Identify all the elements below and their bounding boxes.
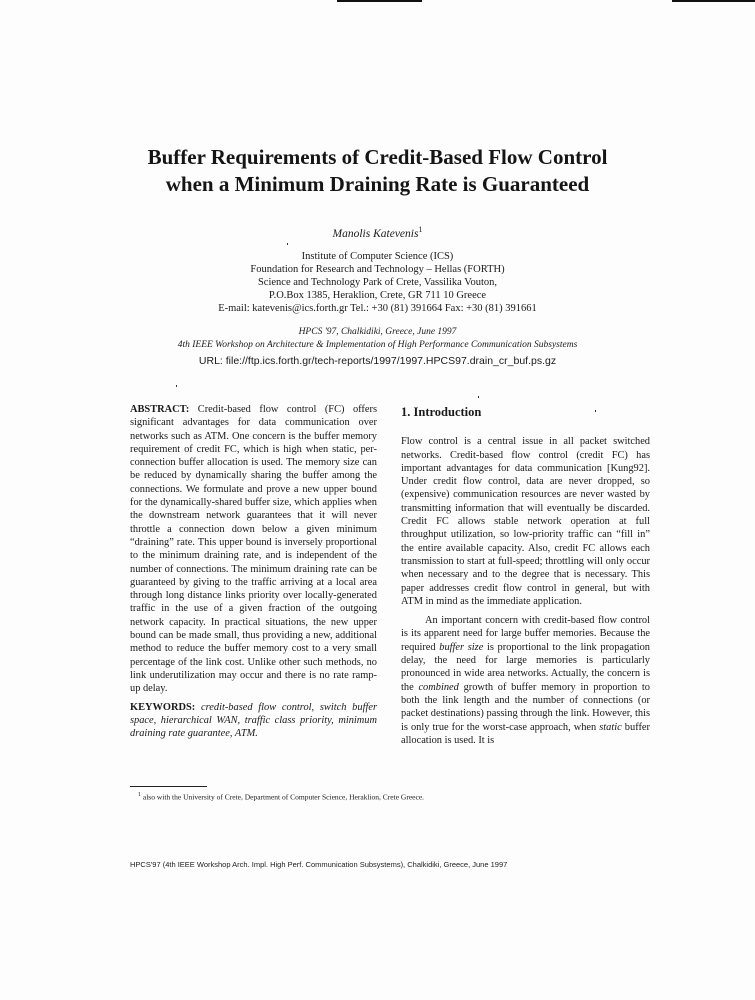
- intro-p2-emphasis-combined: combined: [418, 681, 459, 693]
- section-heading-introduction: 1. Introduction: [401, 405, 482, 419]
- intro-p2-text: An important concern with credit-based flow control is its apparent need for large buffer memories. Because the required: [401, 615, 650, 653]
- conference-info: [0, 326, 755, 352]
- title-line-1: Buffer Requirements of Credit-Based Flow Control: [147, 145, 608, 169]
- intro-p2-emphasis-static: static: [599, 721, 622, 733]
- conference-workshop: 4th IEEE Workshop on Architecture & Implementation of High Performance Communication Subsystems: [177, 340, 578, 350]
- footnote: [138, 792, 424, 802]
- affiliation-contact: E-mail: katevenis@ics.forth.gr Tel.: +30 (81) 391664 Fax: +30 (81) 391661: [218, 303, 537, 314]
- scan-speck: [478, 396, 479, 398]
- abstract: [130, 403, 377, 696]
- author: [0, 225, 755, 240]
- scan-edge-line-right: [672, 0, 755, 2]
- keywords: [130, 701, 377, 741]
- left-column: [130, 403, 377, 740]
- affiliation-block: [0, 250, 755, 315]
- conference-venue: HPCS '97, Chalkidiki, Greece, June 1997: [298, 327, 457, 337]
- footnote-text: also with the University of Crete, Department of Computer Science, Heraklion, Crete Greece.: [141, 792, 425, 802]
- intro-p2-text: growth of buffer memory in proportion to both the link length and the number of connections (or packet destinations) passing through the link. However, this is only true for the worst-case approach, when: [401, 681, 650, 733]
- affiliation-institute: Institute of Computer Science (ICS): [301, 251, 454, 262]
- affiliation-foundation: Foundation for Research and Technology – Hellas (FORTH): [250, 264, 505, 275]
- right-column: [401, 403, 650, 747]
- affiliation-park: Science and Technology Park of Crete, Vassilika Vouton,: [257, 277, 498, 288]
- affiliation-address: P.O.Box 1385, Heraklion, Crete, GR 711 10 Greece: [268, 290, 487, 301]
- footnote-rule: [130, 786, 207, 787]
- page-footer: HPCS'97 (4th IEEE Workshop Arch. Impl. High Perf. Communication Subsystems), Chalkidiki, Greece, June 1997: [130, 860, 508, 869]
- scan-speck: [176, 385, 177, 387]
- scan-speck: [287, 243, 288, 245]
- paper-url: URL: file://ftp.ics.forth.gr/tech-reports/1997/1997.HPCS97.drain_cr_buf.ps.gz: [198, 355, 557, 367]
- scan-edge-line-left: [337, 0, 422, 2]
- scan-speck: [595, 410, 596, 412]
- paper-title: [0, 144, 755, 198]
- author-footnote-mark: 1: [418, 225, 423, 234]
- intro-paragraph-2: [401, 614, 650, 747]
- abstract-label: ABSTRACT:: [130, 404, 190, 415]
- intro-p2-emphasis-buffer-size: buffer size: [439, 641, 484, 653]
- keywords-label: KEYWORDS:: [130, 701, 196, 713]
- intro-p2-text: is proportional to the link propagation delay, the need for large memories is particularly pronounced in wide area networks. Actually, the concern is the: [401, 641, 650, 693]
- keywords-text: credit-based flow control, switch buffer space, hierarchical WAN, traffic class priority, minimum draining rate guarantee, ATM.: [130, 701, 377, 740]
- title-line-2: when a Minimum Draining Rate is Guaranteed: [165, 172, 590, 196]
- intro-p2-text: buffer allocation is used. It is: [401, 721, 650, 746]
- abstract-text: Credit-based flow control (FC) offers significant advantages for data communication over networks such as ATM. One concern is the buffer memory requirement of credit FC, which is high when static, per-connection buffer allocation is used. The memory size can be reduced by dynamically sharing the buffer among the connections. We formulate and prove a new upper bound for the dynamically-shared buffer size, which applies when the downstream network guarantees that it will never throttle a connection down below a given minimum “draining” rate. This upper bound is inversely proportional to the minimum draining rate, and is independent of the number of connections. The minimum draining rate can be guaranteed by giving to the traffic arriving at a local area through long distance links priority over locally-generated traffic in the use of a given fraction of the outgoing network capacity. In practical situations, the new upper bound can be made small, thus providing a new, additional method to reduce the buffer memory cost to a very small percentage of the link cost. Unlike other such methods, no link underutilization may occur and there is no rate ramp-up delay.: [130, 404, 377, 695]
- footnote-mark: 1: [138, 792, 141, 798]
- author-name: Manolis Katevenis: [332, 227, 419, 240]
- intro-paragraph-1: Flow control is a central issue in all packet switched networks. Credit-based flow control (credit FC) has important advantages for data communication [Kung92]. Under credit flow control, data are never dropped, so (expensive) communication resources are never wasted by transmitting information that will eventually be discarded. Credit FC allows stable network operation at full throughput utilization, so low-priority traffic can “fill in” the entire available capacity. Also, credit FC allows each transmission to start at full-speed; throttling will only occur when necessary and to the degree that is necessary. This paper addresses credit flow control in general, but with ATM in mind as the immediate application.: [401, 436, 650, 607]
